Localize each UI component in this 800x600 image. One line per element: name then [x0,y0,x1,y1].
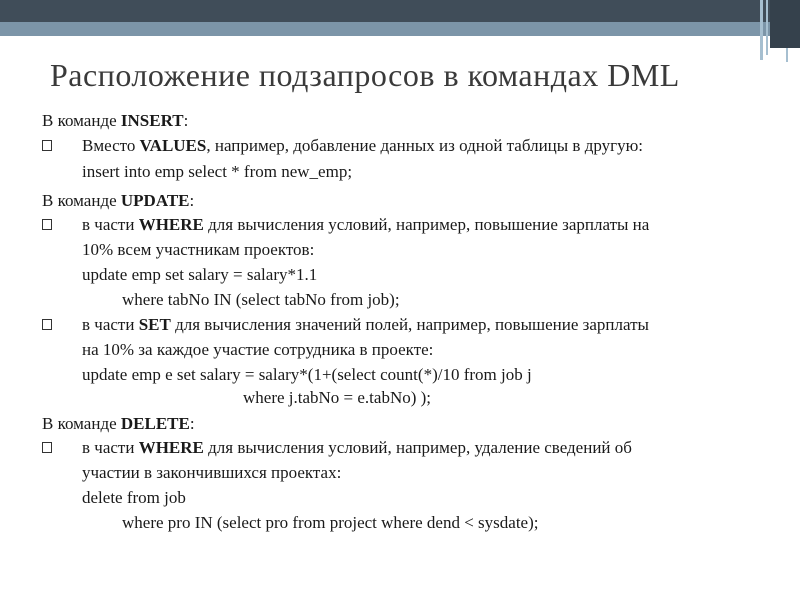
delete-heading: В команде DELETE: [42,414,195,433]
update-code2-line2: where j.tabNo = e.tabNo) ); [243,388,432,407]
delete-code-line2: where pro IN (select pro from project where dend < sysdate); [122,513,539,532]
delete-item-cont: участии в закончившихся проектах: [82,463,342,482]
update-code1-line2: where tabNo IN (select tabNo from job); [122,290,400,309]
bullet-icon [42,219,52,230]
header-bar-dark [0,0,800,22]
corner-stripe-1 [760,0,763,60]
update-heading: В команде UPDATE: [42,191,195,210]
update-item-where: в части WHERE для вычисления условий, например, повышение зарплаты на [82,215,650,234]
delete-code-line1: delete from job [82,488,186,507]
update-item-set: в части SET для вычисления значений полей, например, повышение зарплаты [82,315,649,334]
delete-item: в части WHERE для вычисления условий, например, удаление сведений об [82,438,632,457]
bullet-icon [42,140,52,151]
insert-code: insert into emp select * from new_emp; [82,162,353,181]
update-item-where-cont: 10% всем участникам проектов: [82,240,315,259]
bullet-icon [42,319,52,330]
slide-title: Расположение подзапросов в командах DML [50,57,680,93]
bullet-icon [42,442,52,453]
header-bar-light [0,22,800,36]
corner-stripe-3 [786,48,788,62]
corner-stripe-2 [766,0,768,55]
update-item-set-cont: на 10% за каждое участие сотрудника в проекте: [82,340,434,359]
update-code1-line1: update emp set salary = salary*1.1 [82,265,318,284]
insert-heading: В команде INSERT: [42,111,189,130]
update-code2-line1: update emp e set salary = salary*(1+(select count(*)/10 from job j [82,365,532,384]
corner-block [770,0,800,48]
insert-item: Вместо VALUES, например, добавление данных из одной таблицы в другую: [82,136,644,155]
